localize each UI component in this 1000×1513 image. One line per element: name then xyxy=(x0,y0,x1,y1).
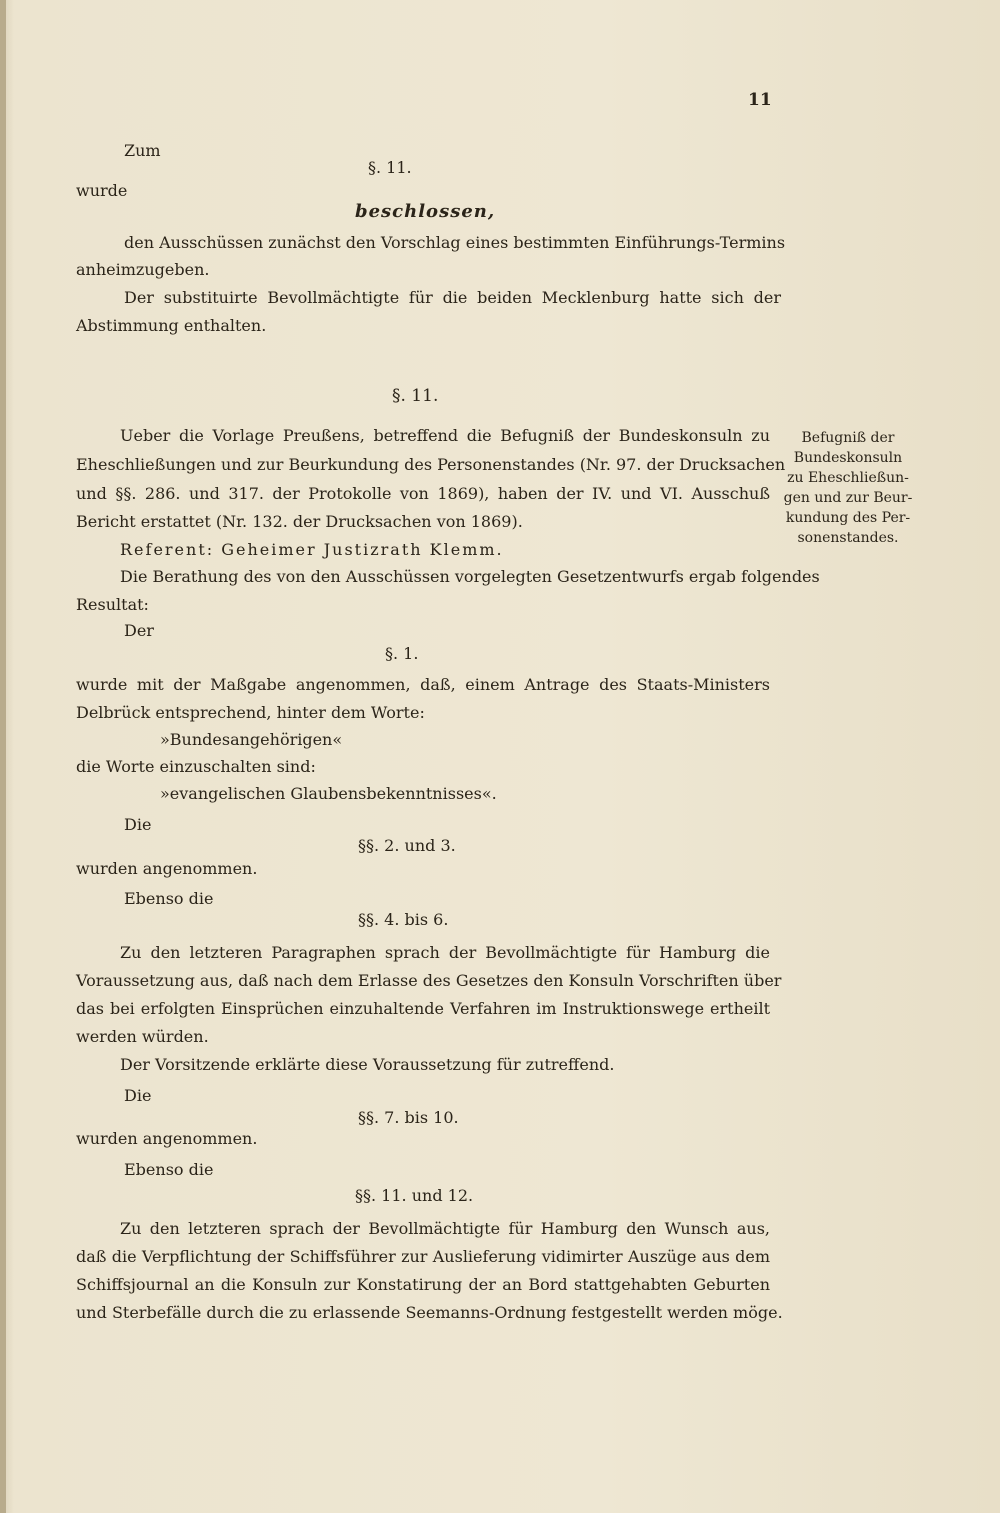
body-line: werden würden. xyxy=(76,1027,209,1046)
body-line: Bericht erstattet (Nr. 132. der Drucksachen von 1869). xyxy=(76,512,523,531)
text-zum: Zum xyxy=(124,141,161,160)
margin-note-line: Befugniß der xyxy=(801,430,895,446)
paragraph-ref: §§. 2. und 3. xyxy=(358,836,456,855)
text-die: Die xyxy=(124,1086,152,1105)
body-line: die Worte einzuschalten sind: xyxy=(76,757,316,776)
body-line: Voraussetzung aus, daß nach dem Erlasse des Gesetzes den Konsuln Vorschriften über xyxy=(76,971,782,990)
body-line: daß die Verpflichtung der Schiffsführer zur Auslieferung vidimirter Auszüge aus dem xyxy=(76,1247,770,1266)
quoted-word: »Bundesangehörigen« xyxy=(160,730,343,749)
body-line: anheimzugeben. xyxy=(76,260,210,279)
body-line: Schiffsjournal an die Konsuln zur Konstatirung der an Bord stattgehabten Geburten xyxy=(76,1275,770,1294)
page-spine-edge xyxy=(0,0,6,1513)
margin-note xyxy=(778,428,918,548)
body-line: Abstimmung enthalten. xyxy=(76,316,267,335)
body-line: Der Vorsitzende erklärte diese Voraussetzung für zutreffend. xyxy=(120,1055,615,1074)
paragraph-ref: §§. 7. bis 10. xyxy=(358,1108,459,1127)
margin-note-line: Bundeskonsuln xyxy=(793,450,903,466)
body-line: Ueber die Vorlage Preußens, betreffend die Befugniß der Bundeskonsuln zu xyxy=(120,426,770,445)
page-number: 11 xyxy=(748,90,772,110)
body-line: Delbrück entsprechend, hinter dem Worte: xyxy=(76,703,425,722)
body-line: den Ausschüssen zunächst den Vorschlag eines bestimmten Einführungs-Termins xyxy=(124,233,786,252)
body-line: Resultat: xyxy=(76,595,149,614)
text-beschlossen: beschlossen, xyxy=(355,201,496,222)
body-line: wurden angenommen. xyxy=(76,1129,258,1148)
body-line: Zu den letzteren Paragraphen sprach der Bevollmächtigte für Hamburg die xyxy=(120,943,770,962)
text-die: Die xyxy=(124,815,152,834)
referent-line: Referent: Geheimer Justizrath Klemm. xyxy=(120,540,504,559)
text-ebenso: Ebenso die xyxy=(124,889,214,908)
text-der: Der xyxy=(124,621,154,640)
margin-note-line: kundung des Per- xyxy=(785,510,911,526)
body-line: Zu den letzteren sprach der Bevollmächtigte für Hamburg den Wunsch aus, xyxy=(120,1219,770,1238)
margin-note-line: gen und zur Beur- xyxy=(783,490,913,506)
paragraph-ref: §§. 4. bis 6. xyxy=(358,910,449,929)
body-line: wurden angenommen. xyxy=(76,859,258,878)
body-line: und §§. 286. und 317. der Protokolle von 1869), haben der IV. und VI. Ausschuß xyxy=(76,484,770,503)
margin-note-line: sonenstandes. xyxy=(797,530,899,546)
paragraph-ref: §. 1. xyxy=(385,644,419,663)
body-line: wurde mit der Maßgabe angenommen, daß, einem Antrage des Staats-Ministers xyxy=(76,675,770,694)
body-line: Eheschließungen und zur Beurkundung des Personenstandes (Nr. 97. der Drucksachen xyxy=(76,455,786,474)
paragraph-ref: §§. 11. und 12. xyxy=(355,1186,474,1205)
section-heading-11-first: §. 11. xyxy=(368,158,412,177)
quoted-word: »evangelischen Glaubensbekenntnisses«. xyxy=(160,784,497,803)
body-line: und Sterbefälle durch die zu erlassende Seemanns-Ordnung festgestellt werden möge. xyxy=(76,1303,783,1322)
text-wurde: wurde xyxy=(76,181,128,200)
text-ebenso: Ebenso die xyxy=(124,1160,214,1179)
section-heading-11: §. 11. xyxy=(392,386,439,406)
body-line: Die Berathung des von den Ausschüssen vorgelegten Gesetzentwurfs ergab folgendes xyxy=(120,567,820,586)
margin-note-line: zu Eheschließun- xyxy=(787,470,909,486)
body-line: Der substituirte Bevollmächtigte für die beiden Mecklenburg hatte sich der xyxy=(124,288,781,307)
body-line: das bei erfolgten Einsprüchen einzuhaltende Verfahren im Instruktionswege ertheilt xyxy=(76,999,770,1018)
